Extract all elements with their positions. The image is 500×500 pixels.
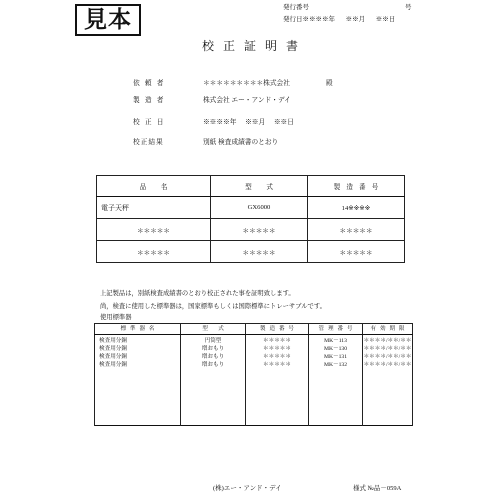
standards-table xyxy=(94,323,413,426)
certification-statement: 上記製品は，別紙検査成績書のとおり校正された事を証明致します。 xyxy=(100,290,295,297)
manufacturer-row xyxy=(133,96,373,106)
header-standard-serial: 製 造 番 号 xyxy=(246,324,309,335)
table-row xyxy=(97,219,405,241)
issue-date: 発行日※※※※年 ※※月 ※※日 xyxy=(283,16,396,23)
standard-expiry-cell: ＊＊＊＊/＊＊/＊＊ xyxy=(363,362,412,368)
empty-cell xyxy=(246,369,309,426)
client-row xyxy=(133,79,373,89)
product-serial-cell: ＊＊＊＊＊ xyxy=(308,219,405,241)
standard-name-cell: 検査用分銅 xyxy=(95,361,181,369)
product-model-cell: ＊＊＊＊＊ xyxy=(211,219,308,241)
product-name-cell: ＊＊＊＊＊ xyxy=(97,241,211,263)
header-product-name: 品 名 xyxy=(97,176,211,197)
header-expiry-date: 有 効 期 限 xyxy=(363,324,413,335)
client-label: 依 頼 者 xyxy=(133,80,165,87)
traceability-statement: 尚，検査に使用した標準器は，国家標準もしくは国際標準にトレーサブルです。 xyxy=(100,303,326,310)
standard-control-number-cell: MK－131 xyxy=(309,353,363,361)
header-standard-name: 標 準 器 名 xyxy=(95,324,181,335)
standards-caption: 使用標準器 xyxy=(100,314,132,321)
table-row xyxy=(95,361,413,369)
empty-cell xyxy=(95,369,181,426)
calibration-date-label: 校 正 日 xyxy=(133,119,165,126)
client-value: ＊＊＊＊＊＊＊＊＊株式会社 xyxy=(203,80,290,87)
product-table-header xyxy=(97,176,405,197)
issue-number-suffix: 号 xyxy=(405,4,412,11)
empty-cell xyxy=(363,369,413,426)
calibration-result-value: 別紙 検査成績書のとおり xyxy=(203,139,279,146)
table-row xyxy=(97,241,405,263)
table-row xyxy=(97,197,405,219)
standard-control-number-cell: MK－132 xyxy=(309,361,363,369)
issue-number-label: 発行番号 xyxy=(283,4,309,11)
standard-expiry-cell: ＊＊＊＊/＊＊/＊＊ xyxy=(363,354,412,360)
product-name-cell: 電子天秤 xyxy=(97,197,211,219)
standard-name-cell: 検査用分銅 xyxy=(95,335,181,346)
page-title: 校 正 証 明 書 xyxy=(201,39,298,53)
standard-model-cell: 円筒型 xyxy=(181,335,246,346)
calibration-result-label: 校正結果 xyxy=(133,139,164,146)
header-standard-model: 型 式 xyxy=(181,324,246,335)
empty-cell xyxy=(309,369,363,426)
manufacturer-label: 製 造 者 xyxy=(133,97,165,104)
table-row xyxy=(95,335,413,346)
product-serial-cell: 14※※※※ xyxy=(308,197,405,219)
product-model-cell: ＊＊＊＊＊ xyxy=(211,241,308,263)
product-table xyxy=(96,175,405,263)
table-row xyxy=(95,353,413,361)
standard-model-cell: 増おもり xyxy=(181,345,246,353)
manufacturer-value: 株式会社 エー・アンド・デイ xyxy=(203,97,291,104)
calibration-date-row xyxy=(133,118,373,128)
standard-expiry-cell: ＊＊＊＊/＊＊/＊＊ xyxy=(363,335,413,346)
standard-control-number-cell: MK－130 xyxy=(309,345,363,353)
standard-serial-cell: ＊＊＊＊＊ xyxy=(246,335,309,346)
calibration-result-row xyxy=(133,138,373,148)
sample-stamp: 見本 xyxy=(75,4,141,36)
table-row xyxy=(95,345,413,353)
standard-serial-cell: ＊＊＊＊＊ xyxy=(246,345,309,353)
client-honorific: 殿 xyxy=(326,80,333,87)
standards-table-header xyxy=(95,324,413,335)
footer-company: (株)エー・アンド・デイ xyxy=(213,485,282,492)
empty-table-space xyxy=(95,369,413,426)
calibration-date-value: ※※※※年 ※※月 ※※日 xyxy=(203,119,294,126)
standard-control-number-cell: MK－113 xyxy=(309,335,363,346)
standard-model-cell: 増おもり xyxy=(181,353,246,361)
empty-cell xyxy=(181,369,246,426)
header-serial-number: 製 造 番 号 xyxy=(308,176,405,197)
header-model: 型 式 xyxy=(211,176,308,197)
standard-model-cell: 増おもり xyxy=(181,361,246,369)
standard-name-cell: 検査用分銅 xyxy=(95,345,181,353)
product-serial-cell: ＊＊＊＊＊ xyxy=(308,241,405,263)
standard-serial-cell: ＊＊＊＊＊ xyxy=(246,361,309,369)
standard-expiry-cell: ＊＊＊＊/＊＊/＊＊ xyxy=(363,346,412,352)
header-control-number: 管 理 番 号 xyxy=(309,324,363,335)
footer-form-number: 様式 №品－059A xyxy=(353,485,402,492)
standard-serial-cell: ＊＊＊＊＊ xyxy=(246,353,309,361)
standard-name-cell: 検査用分銅 xyxy=(95,353,181,361)
product-model-cell: GX6000 xyxy=(211,197,308,219)
product-name-cell: ＊＊＊＊＊ xyxy=(97,219,211,241)
